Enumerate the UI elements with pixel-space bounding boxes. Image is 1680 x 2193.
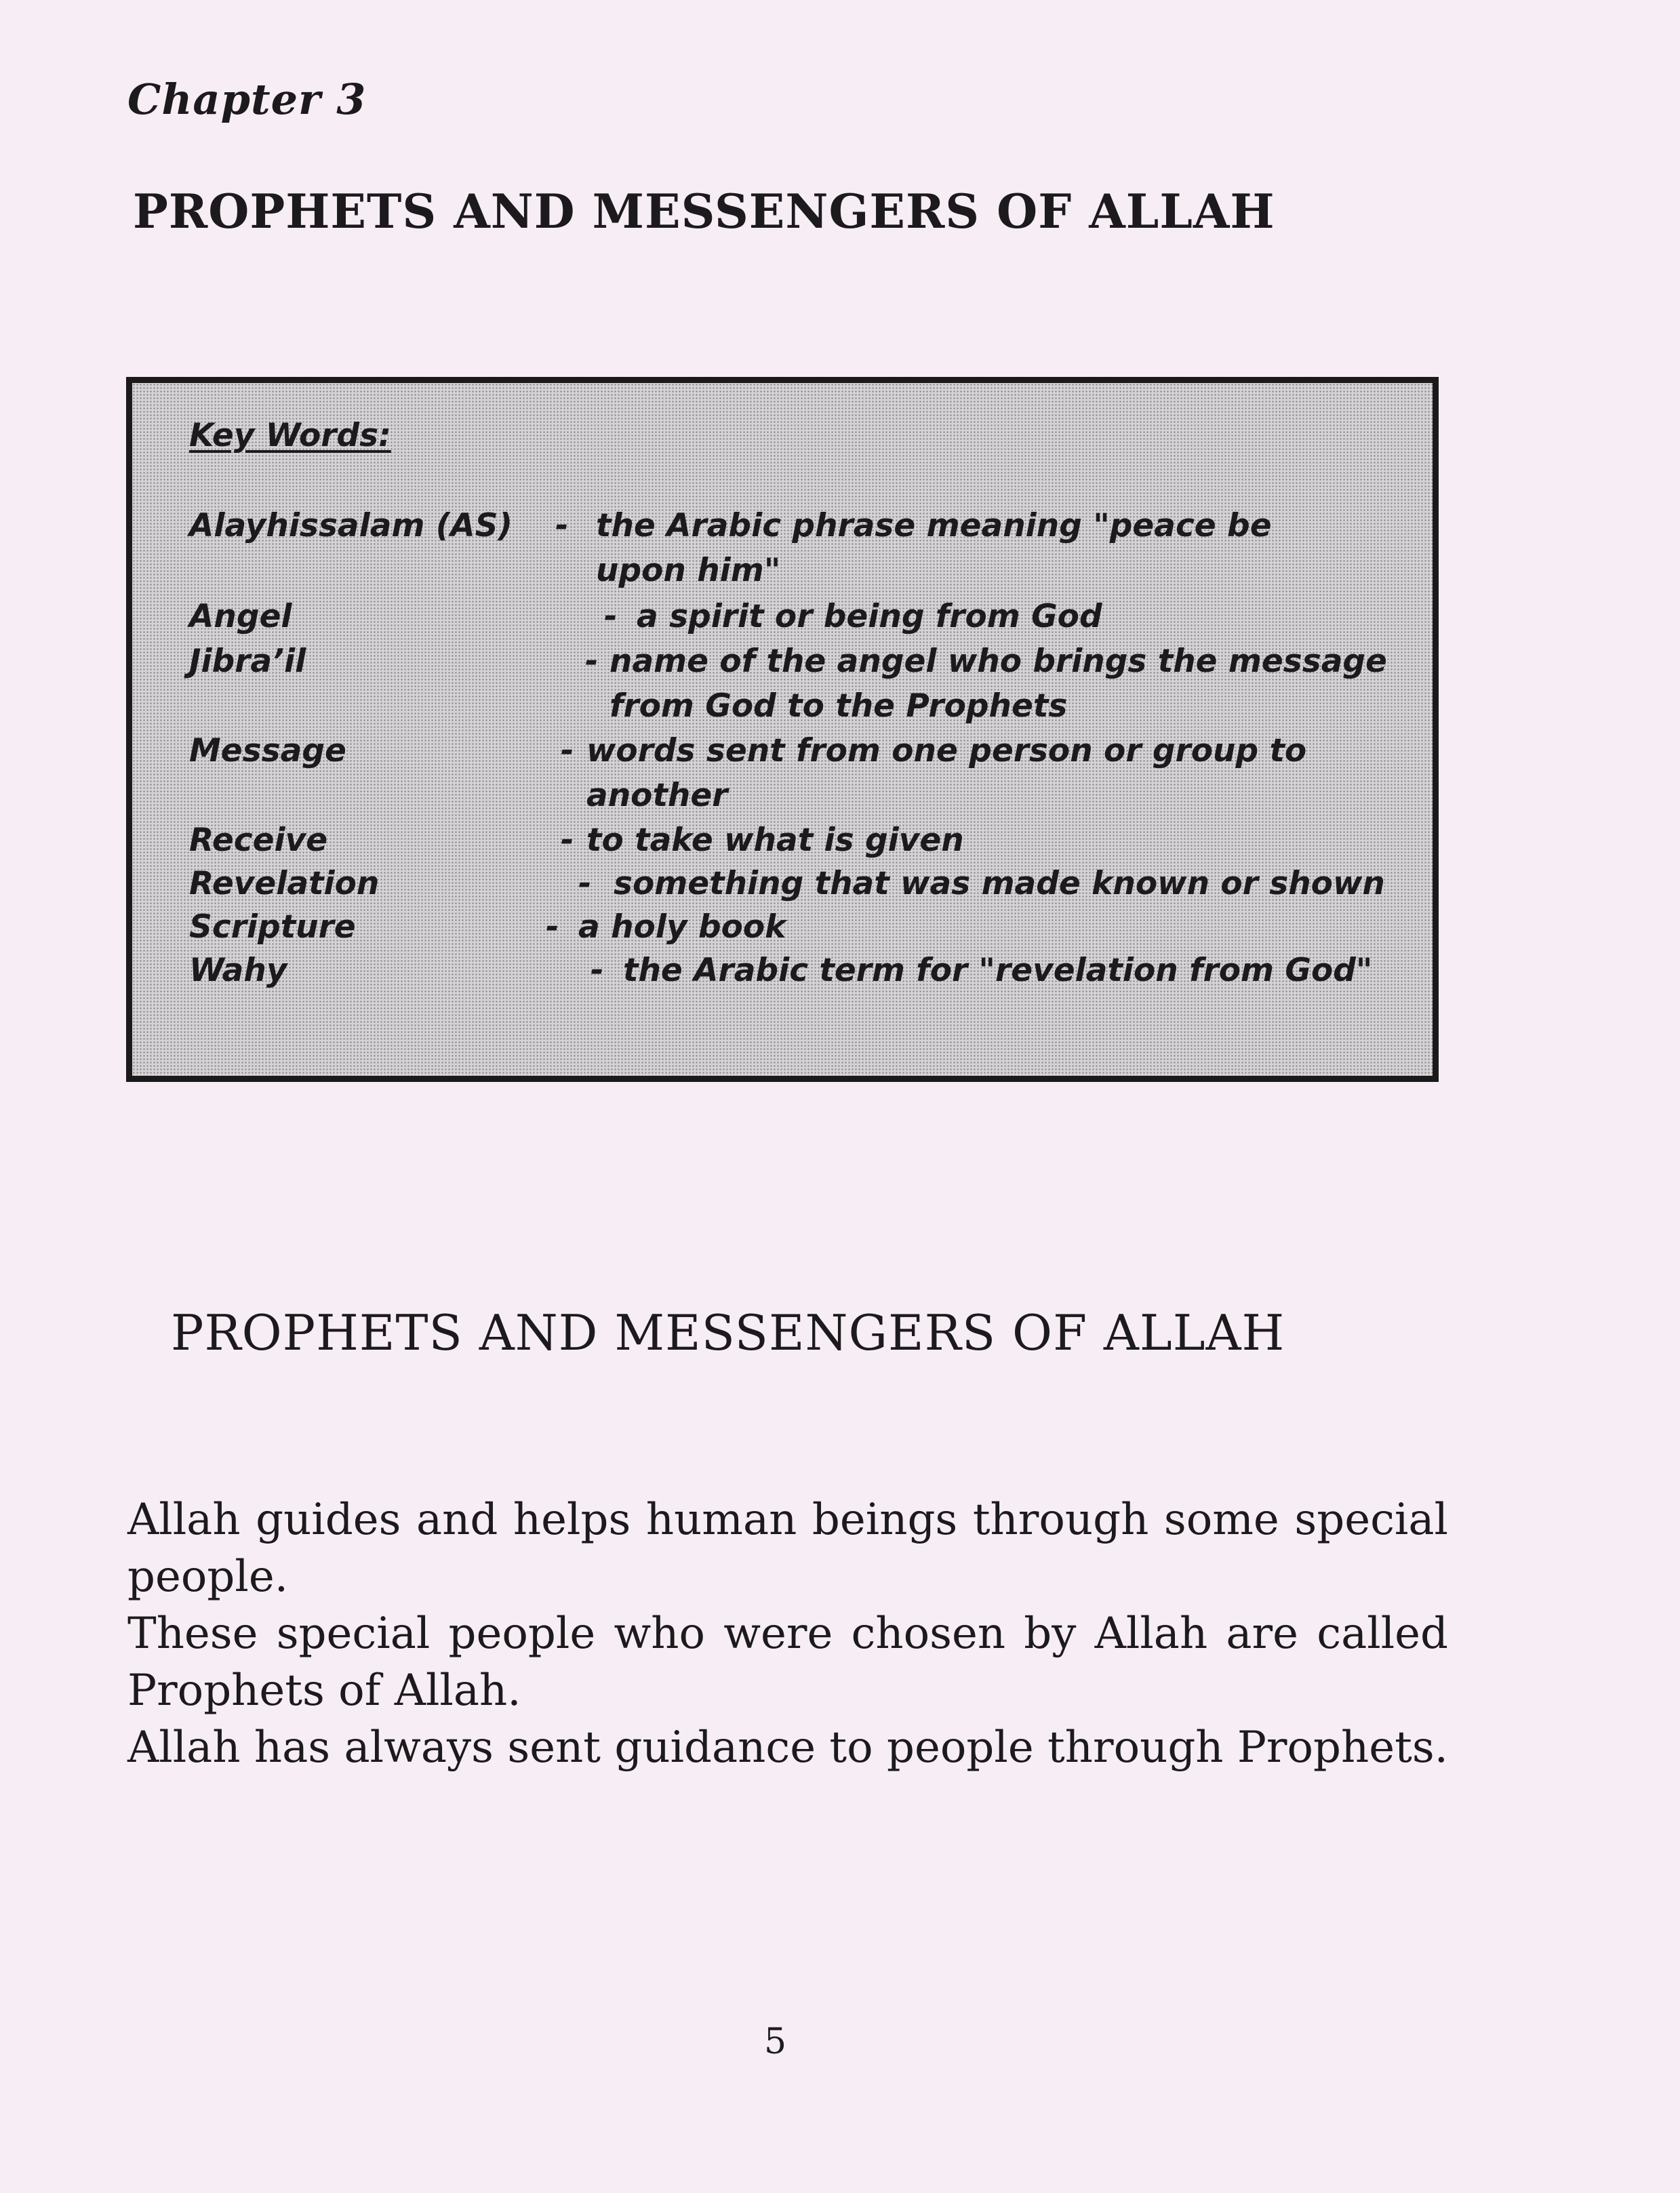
body-paragraph: Allah guides and helps human beings through some special people. [127, 1495, 1448, 1602]
page-number: 5 [764, 2021, 787, 2062]
key-words-box [126, 377, 1439, 1082]
section-title: PROPHETS AND MESSENGERS OF ALLAH [171, 1304, 1285, 1361]
key-word-term: Message [189, 732, 346, 769]
key-word-term: Angel [189, 598, 292, 635]
chapter-title: PROPHETS AND MESSENGERS OF ALLAH [133, 184, 1275, 239]
key-word-term: Revelation [189, 865, 380, 902]
key-word-term: Jibra’il [189, 643, 306, 680]
body-text [127, 1491, 1448, 1776]
key-word-dash: - [561, 822, 574, 859]
key-word-dash: - [578, 865, 592, 902]
key-word-dash: - [546, 908, 559, 946]
key-word-definition: to take what is given [586, 822, 964, 859]
key-word-dash: - [561, 732, 574, 769]
key-word-term: Scripture [189, 908, 356, 946]
body-paragraph: Allah has always sent guidance to people through Prophets. [127, 1723, 1448, 1773]
key-word-term: Receive [189, 822, 328, 859]
body-paragraph: These special people who were chosen by Allah are called Prophets of Allah. [127, 1609, 1448, 1716]
key-word-definition: words sent from one person or group to another [586, 732, 1307, 814]
key-word-definition: name of the angel who brings the message from God to the Prophets [609, 643, 1387, 725]
key-words-heading: Key Words: [189, 417, 391, 454]
key-word-definition: the Arabic term for "revelation from God" [623, 952, 1373, 989]
key-word-dash: - [591, 952, 604, 989]
key-word-term: Alayhissalam (AS) [189, 507, 513, 544]
key-word-definition: something that was made known or shown [614, 865, 1385, 902]
key-word-dash: - [585, 643, 599, 680]
key-word-dash: - [555, 507, 569, 544]
key-word-definition: a holy book [578, 908, 786, 946]
chapter-label: Chapter 3 [127, 75, 367, 124]
key-word-definition: the Arabic phrase meaning "peace be upon him" [596, 507, 1272, 589]
key-word-dash: - [604, 598, 618, 635]
key-word-definition: a spirit or being from God [637, 598, 1102, 635]
key-word-term: Wahy [189, 952, 287, 989]
